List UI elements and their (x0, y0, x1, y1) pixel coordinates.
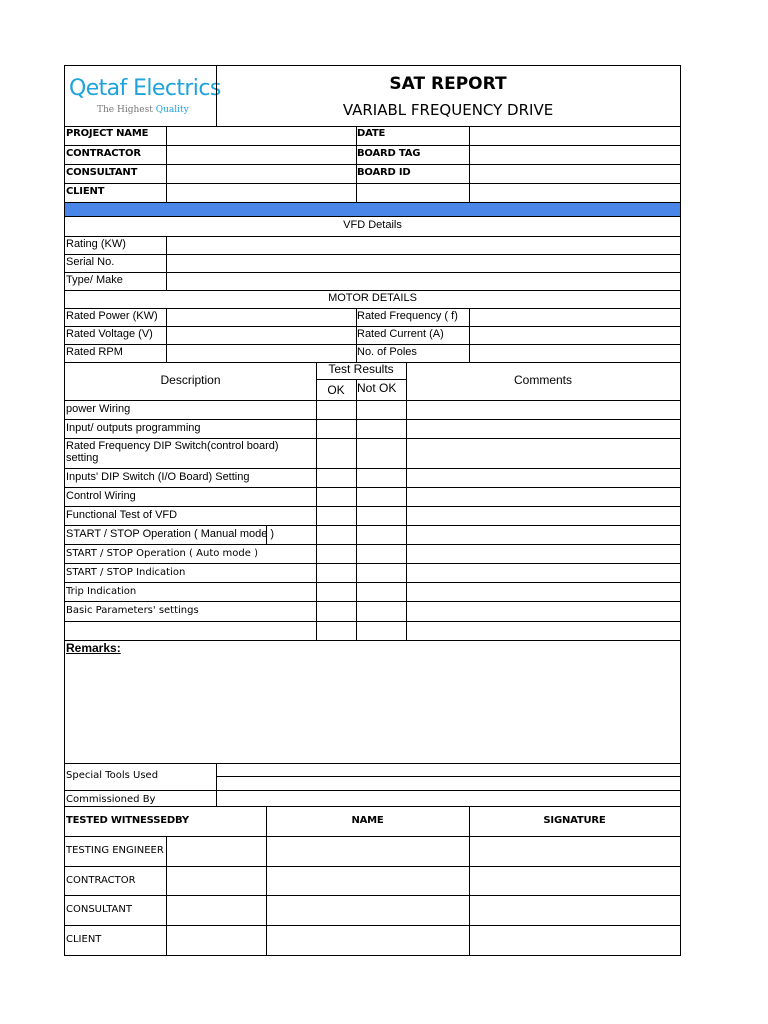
client-label: CLIENT (66, 186, 105, 197)
test-item-start-stop-manual: START / STOP Operation ( Manual mode ) (66, 528, 275, 540)
board-tag-label: BOARD TAG (357, 148, 421, 159)
rated-power-field[interactable] (167, 309, 355, 325)
contractor-name-field[interactable] (267, 867, 468, 894)
special-tools-label: Special Tools Used (66, 770, 159, 781)
date-field[interactable] (470, 127, 679, 144)
remarks-field[interactable] (66, 658, 679, 761)
vfd-details-heading: VFD Details (343, 219, 402, 231)
consultant-label: CONSULTANT (66, 167, 138, 178)
remarks-label: Remarks: (66, 641, 121, 655)
test-item-dip-switch-control: Rated Frequency DIP Switch(control board) setting (66, 440, 279, 464)
role-contractor: CONTRACTOR (66, 875, 136, 886)
consultant-field[interactable] (167, 165, 355, 182)
no-of-poles-field[interactable] (470, 345, 679, 361)
client-field[interactable] (167, 184, 355, 201)
test-item-trip-indication: Trip Indication (66, 586, 137, 597)
rated-frequency-label: Rated Frequency ( f) (357, 310, 458, 322)
brand-tagline-highlight: Quality (155, 105, 189, 115)
comments-header: Comments (513, 373, 572, 387)
tested-witnessed-by-header: TESTED WITNESSEDBY (66, 815, 189, 826)
rating-label: Rating (KW) (66, 238, 126, 250)
rated-voltage-field[interactable] (167, 327, 355, 343)
client-signature-field[interactable] (470, 926, 679, 954)
rated-frequency-field[interactable] (470, 309, 679, 325)
test-item-power-wiring: power Wiring (66, 403, 131, 415)
logo (65, 66, 221, 126)
type-make-label: Type/ Make (66, 274, 123, 286)
consultant-signature-field[interactable] (470, 896, 679, 924)
no-of-poles-label: No. of Poles (357, 346, 417, 358)
contractor-signature-field[interactable] (470, 867, 679, 894)
rated-current-field[interactable] (470, 327, 679, 343)
brand-tagline-prefix: The Highest (97, 105, 153, 115)
commissioned-by-field[interactable] (217, 791, 679, 805)
serial-label: Serial No. (66, 256, 115, 268)
board-id-field[interactable] (470, 165, 679, 182)
testing-engineer-name-field[interactable] (267, 837, 468, 865)
project-name-field[interactable] (167, 127, 355, 144)
test-item-dip-switch-io: Inputs' DIP Switch (I/O Board) Setting (66, 471, 250, 483)
rated-current-label: Rated Current (A) (357, 328, 444, 340)
report-title: SAT REPORT (389, 74, 507, 94)
role-client: CLIENT (66, 934, 102, 945)
signature-header: SIGNATURE (543, 815, 606, 826)
board-tag-field[interactable] (470, 146, 679, 163)
description-header: Description (160, 373, 221, 387)
rated-rpm-label: Rated RPM (66, 346, 123, 358)
sat-report-form (64, 65, 681, 956)
date-label: DATE (357, 128, 386, 139)
rated-rpm-field[interactable] (167, 345, 355, 361)
rated-voltage-label: Rated Voltage (V) (66, 328, 153, 340)
client-name-field[interactable] (267, 926, 468, 954)
consultant-name-field[interactable] (267, 896, 468, 924)
test-item-io-programming: Input/ outputs programming (66, 422, 201, 434)
test-item-start-stop-indication: START / STOP Indication (66, 567, 186, 578)
motor-details-heading: MOTOR DETAILS (328, 292, 417, 304)
section-divider-band (65, 202, 680, 217)
contractor-label: CONTRACTOR (66, 148, 141, 159)
brand-tagline (97, 105, 189, 115)
brand-name: Qetaf Electrics (69, 76, 221, 101)
test-results-header: Test Results (328, 362, 394, 376)
serial-field[interactable] (167, 255, 679, 271)
rated-power-label: Rated Power (KW) (66, 310, 158, 322)
testing-engineer-signature-field[interactable] (470, 837, 679, 865)
type-make-field[interactable] (167, 273, 679, 289)
test-item-basic-parameters: Basic Parameters' settings (66, 605, 199, 616)
rating-field[interactable] (167, 237, 679, 253)
project-name-label: PROJECT NAME (66, 128, 149, 139)
test-item-control-wiring: Control Wiring (66, 490, 136, 502)
test-item-functional-test: Functional Test of VFD (66, 509, 178, 521)
not-ok-header: Not OK (357, 381, 397, 395)
commissioned-by-label: Commissioned By (66, 794, 156, 805)
board-id-label: BOARD ID (357, 167, 411, 178)
test-item-start-stop-auto: START / STOP Operation ( Auto mode ) (66, 548, 258, 559)
role-testing-engineer: TESTING ENGINEER (66, 845, 164, 856)
contractor-field[interactable] (167, 146, 355, 163)
role-consultant: CONSULTANT (66, 904, 132, 915)
name-header: NAME (351, 815, 384, 826)
report-subtitle: VARIABL FREQUENCY DRIVE (342, 101, 554, 119)
special-tools-field[interactable] (217, 777, 679, 789)
ok-header: OK (327, 383, 345, 397)
